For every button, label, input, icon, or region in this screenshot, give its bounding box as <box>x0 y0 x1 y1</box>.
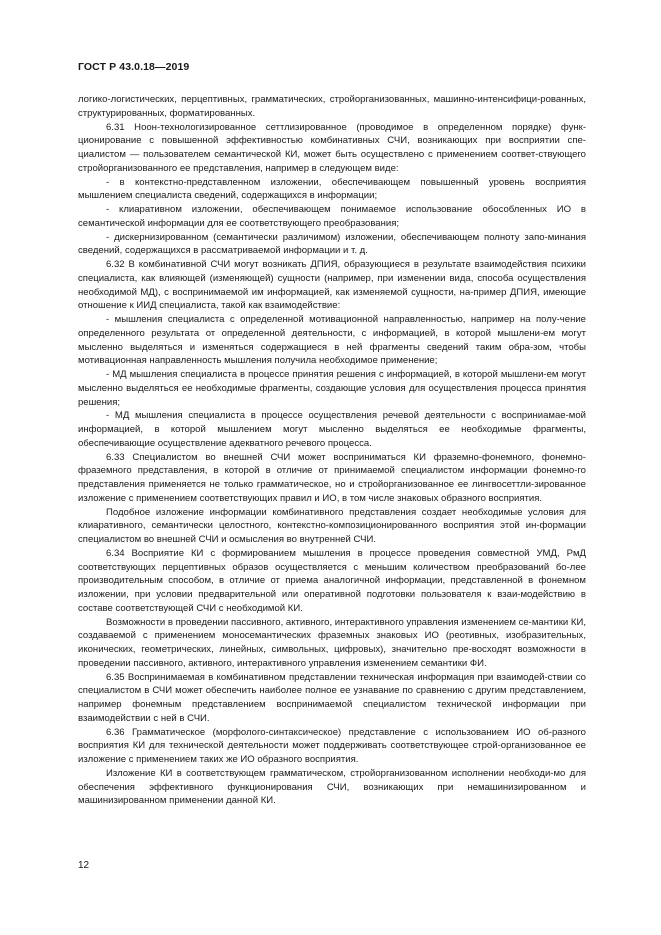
paragraph-11: 6.34 Восприятие КИ с формированием мышления в процессе проведения совместной УМД, РмД соответствующих перцептивных образов осуществляется с меньшим количеством преобразований бо-лее производительным способом, в отличие от приема аналогичной информации, представленной в фонемном изложении, при условии предварительной или оперативной подготовки пользователя к взаи-модействию в составе соответствующей СЧИ с необходимой КИ. <box>78 547 586 614</box>
paragraph-3: - клиаративном изложении, обеспечивающем понимаемое использование обособленных ИО в семантической информации для ее соответствующего преобразования; <box>78 204 586 229</box>
paragraph-0: логико-логистических, перцептивных, грамматических, стройорганизованных, машинно-интенсифици-рованных, структурированных, форматированных. <box>78 94 586 119</box>
paragraph-10: Подобное изложение информации комбинативного представления создает необходимые условия для клиаративного, семантически целостного, контекстно-композиционированного восприятия этой ин-формации специалистом во внешней СЧИ и осмысления во внутренней СЧИ. <box>78 506 586 545</box>
paragraph-12: Возможности в проведении пассивного, активного, интерактивного управления изменением се-мантики КИ, создаваемой с применением моносемантических фраземных знаковых ИО (реотивных, изобразительных, иконических, геометрических, линейных, символьных, цифровых), значительно пре-восходят возможности в проведении пассивного, активного, интерактивного управления изменением семантики ФИ. <box>78 616 586 669</box>
paragraph-7: - МД мышления специалиста в процессе принятия решения с информацией, в которой мышлени-ем могут мысленно выделяться ее необходимые фрагменты, создающие условия для осуществления процесса принятия решения; <box>78 369 586 408</box>
document-body <box>78 93 586 808</box>
document-header: ГОСТ Р 43.0.18—2019 <box>78 61 190 73</box>
paragraph-1: 6.31 Ноон-технологизированное сеттлизированное (проводимое в определенном порядке) функ-ционирование с повышенной эффективностью комбинативных СЧИ, возникающих при восприятии спе-циалистом — пользователем семантической КИ, может быть осуществлено с применением соответ-ствующего стройорганизованного ее представления, например в следующем виде: <box>78 121 586 174</box>
paragraph-8: - МД мышления специалиста в процессе осуществления речевой деятельности с восприниамае-мой информацией, в которой мышлением могут мысленно выделяться ее необходимые фрагменты, обеспечивающие осуществление адекватного речевого процесса. <box>78 410 586 449</box>
paragraph-4: - дискернизированном (семантически различимом) изложении, обеспечивающем полноту запо-минания сведений, содержащихся в рассматриваемой информации и т. д. <box>78 231 586 257</box>
paragraph-6: - мышления специалиста с определенной мотивационной направленностью, например на полу-чение определенного результата от определенной деятельности, с информацией, в которой мышлени-ем могут мысленно выделяться и изменяться содержащиеся в ней фрагменты сведений таким обра-зом, чтобы мотивационная направленность мышления получила необходимое применение; <box>78 314 586 367</box>
paragraph-2: - в контекстно-представленном изложении, обеспечивающем повышенный уровень восприятия мышлением специалиста сведений, содержащихся в информации; <box>78 176 586 202</box>
page-number: 12 <box>78 860 90 871</box>
paragraph-13: 6.35 Воспринимаемая в комбинативном представлении техническая информация при взаимодей-ствии со специалистом в СЧИ может обеспечить наиболее полное ее узнавание по сравнению с другим представлением, например фонемным представлением воспринимаемой специалистом технической информации при взаимодействии с ней в СЧИ. <box>78 671 586 724</box>
paragraph-5: 6.32 В комбинативной СЧИ могут возникать ДПИЯ, образующиеся в результате взаимодействия психики специалиста, как влияющей (изменяющей) сущности (например, при изменении вида, способа осуществления необходимой МД), с воспринимаемой им информацией, как изменяемой сущности, на-пример ДПИЯ, имеющие отношение к ИИД специалиста, такой как взаимодействие: <box>78 259 586 312</box>
paragraph-15: Изложение КИ в соответствующем грамматическом, стройорганизованном исполнении необходи-мо для обеспечения эффективного функционирования СЧИ, возникающих при немашинизированном и машинизированном применении данной КИ. <box>78 767 586 807</box>
paragraph-14: 6.36 Грамматическое (морфолого-синтаксическое) представление с использованием ИО об-разного восприятия КИ для технической деятельности может поддерживать соответствующее строй-организованное ее изложение с применением таких же ИО образного восприятия. <box>78 726 586 765</box>
paragraph-9: 6.33 Специалистом во внешней СЧИ может восприниматься КИ фраземно-фонемного, фонемно-фраземного представления, в которой в отличие от принимаемой специалистом информации фонемно-го представления применяется не только грамматическое, но и стройорганизованное ее лингвосеттли-зированное изложение с применением соответствующих правил и ИО, в том числе знаковых образного восприятия. <box>78 451 586 504</box>
